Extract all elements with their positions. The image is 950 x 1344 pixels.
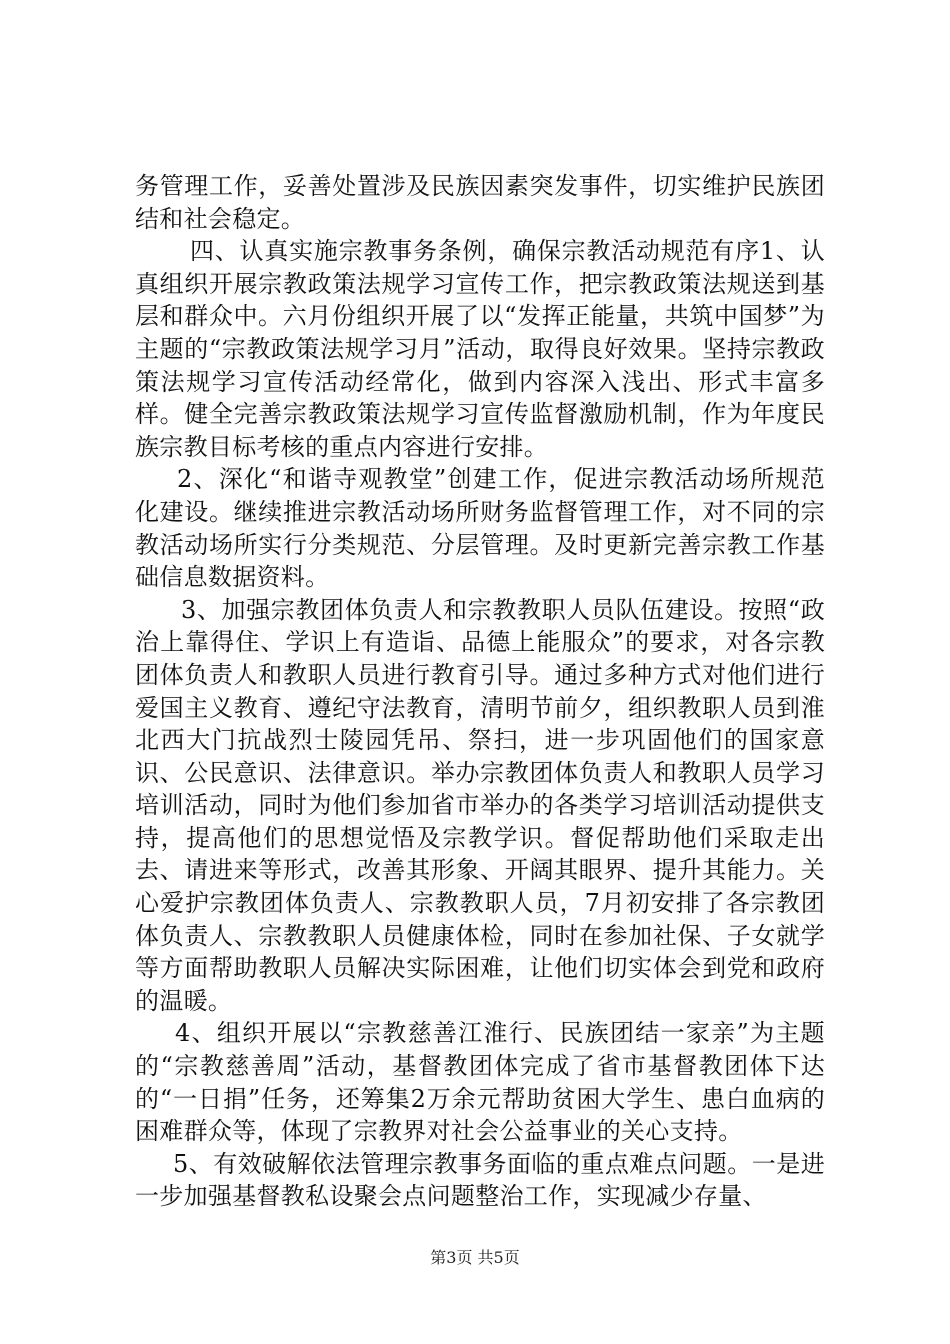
- paragraph-continuation: 务管理工作，妥善处置涉及民族因素突发事件，切实维护民族团结和社会稳定。: [135, 172, 825, 233]
- paragraph-section-four: 四、认真实施宗教事务条例，确保宗教活动规范有序1、认真组织开展宗教政策法规学习宣传工作，把宗教政策法规送到基层和群众中。六月份组织开展了以“发挥正能量，共筑中国梦”为主题的“宗教政策法规学习月”活动，取得良好效果。坚持宗教政策法规学习宣传活动经常化，做到内容深入浅出、形式丰富多样。健全完善宗教政策法规学习宣传监督激励机制，作为年度民族宗教目标考核的重点内容进行安排。: [135, 237, 825, 461]
- document-body: [135, 170, 825, 1213]
- paragraph-item-4: 4、组织开展以“宗教慈善江淮行、民族团结一家亲”为主题的“宗教慈善周”活动，基督教团体完成了省市基督教团体下达的“一日捐”任务，还筹集2万余元帮助贫困大学生、患白血病的困难群众等，体现了宗教界对社会公益事业的关心支持。: [135, 1019, 825, 1146]
- paragraph-item-3: 3、加强宗教团体负责人和宗教教职人员队伍建设。按照“政治上靠得住、学识上有造诣、品德上能服众”的要求，对各宗教团体负责人和教职人员进行教育引导。通过多种方式对他们进行爱国主义教育、遵纪守法教育，清明节前夕，组织教职人员到淮北西大门抗战烈士陵园凭吊、祭扫，进一步巩固他们的国家意识、公民意识、法律意识。举办宗教团体负责人和教职人员学习培训活动，同时为他们参加省市举办的各类学习培训活动提供支持，提高他们的思想觉悟及宗教学识。督促帮助他们采取走出去、请进来等形式，改善其形象、开阔其眼界、提升其能力。关心爱护宗教团体负责人、宗教教职人员，7月初安排了各宗教团体负责人、宗教教职人员健康体检，同时在参加社保、子女就学等方面帮助教职人员解决实际困难，让他们切实体会到党和政府的温暖。: [135, 595, 825, 1015]
- paragraph-item-5: 5、有效破解依法管理宗教事务面临的重点难点问题。一是进一步加强基督教私设聚会点问题整治工作，实现减少存量、: [135, 1149, 825, 1211]
- paragraph-item-2: 2、深化“和谐寺观教堂”创建工作，促进宗教活动场所规范化建设。继续推进宗教活动场所财务监督管理工作，对不同的宗教活动场所实行分类规范、分层管理。及时更新完善宗教工作基础信息数据资料。: [135, 465, 825, 592]
- page-number-footer: 第3页 共5页: [430, 1248, 520, 1267]
